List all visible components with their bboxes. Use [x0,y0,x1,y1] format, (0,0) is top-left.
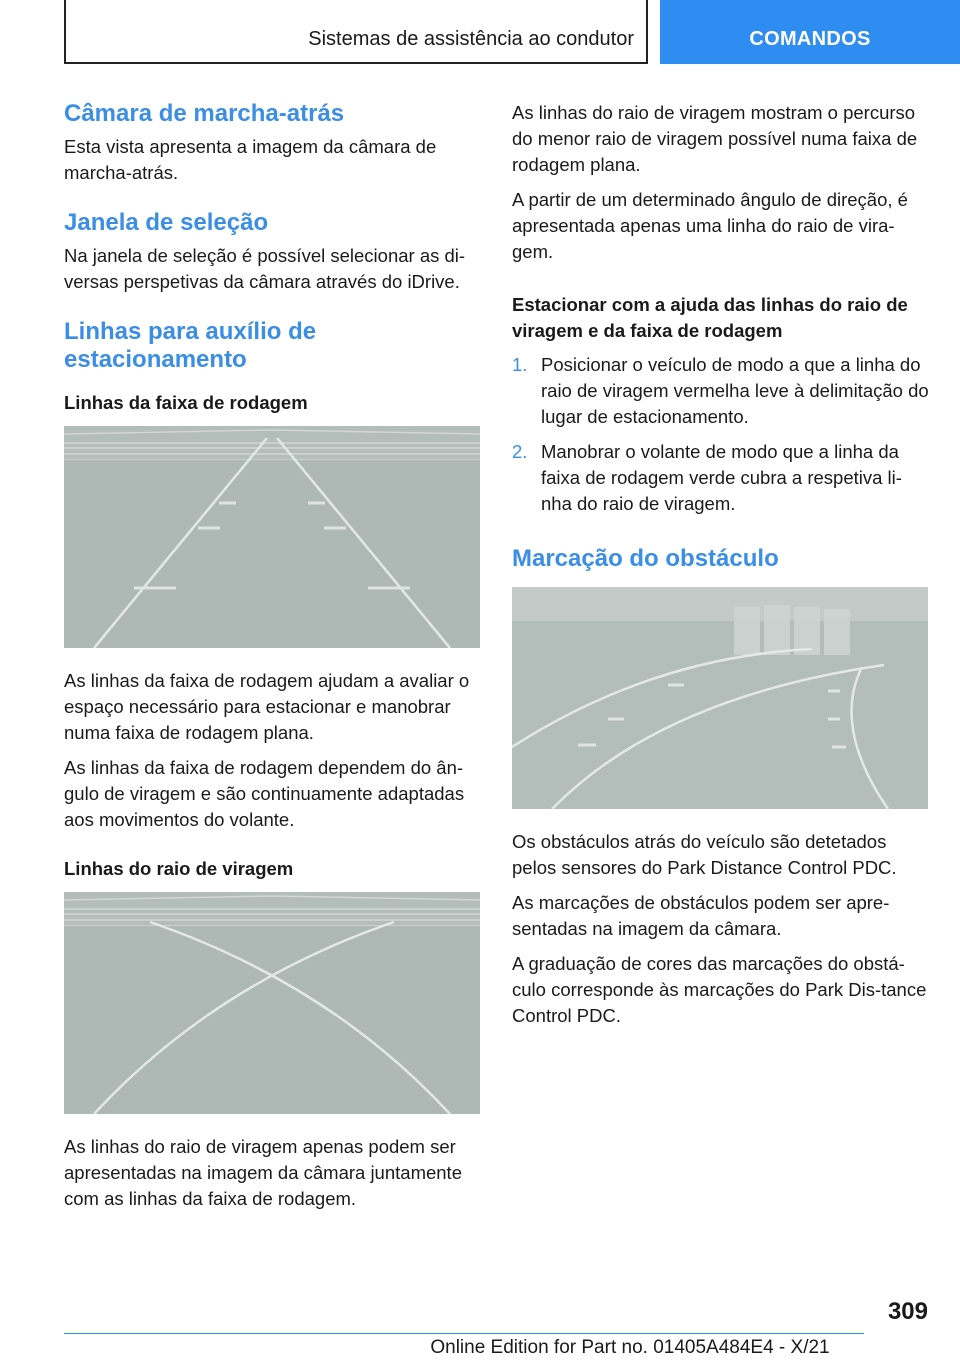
footer-edition-text: Online Edition for Part no. 01405A484E4 - X/21 [430,1337,830,1358]
left-column [64,100,480,1221]
header-box [64,0,648,64]
heading-selection-window: Janela de seleção [64,209,269,236]
footer-edition [0,1337,960,1359]
step-number: 1. [512,354,528,375]
section-tab[interactable] [660,0,960,64]
paragraph-turning-2: A partir de um determinado ângulo de direção, é apresentada apenas uma linha do raio de vira-gem. [512,189,908,262]
paragraph-obstacle-3: A graduação de cores das marcações do obstá-culo corresponde às marcações do Park Dis-tance Control PDC. [512,953,927,1026]
paragraph-selection-window: Na janela de seleção é possível selecionar as di-versas perspetivas da câmara através do iDrive. [64,245,466,292]
header-title: Sistemas de assistência ao condutor [308,28,634,50]
step-item [512,439,930,517]
page-number: 309 [887,1298,928,1325]
step-text: Posicionar o veículo de modo a que a linha do raio de viragem vermelha leve à delimitação do lugar de estacionamento. [541,354,929,427]
subheading-lane-lines: Linhas da faixa de rodagem [64,392,308,413]
steps-list [512,352,930,517]
step-number: 2. [512,441,528,462]
heading-parking-lines: Linhas para auxílio de estacionamento [64,318,317,373]
paragraph-obstacle-2: As marcações de obstáculos podem ser apre-sentadas na imagem da câmara. [512,892,890,939]
obstacle-marking-figure [512,587,928,809]
paragraph-lane-2: As linhas da faixa de rodagem dependem do ân-gulo de viragem e são continuamente adaptadas aos movimentos do volante. [64,757,465,830]
paragraph-lane-1: As linhas da faixa de rodagem ajudam a avaliar o espaço necessário para estacionar e manobrar numa faixa de rodagem plana. [64,670,470,743]
paragraph-camera: Esta vista apresenta a imagem da câmara de marcha-atrás. [64,136,437,183]
heading-camera: Câmara de marcha-atrás [64,100,345,127]
turning-radius-figure [64,892,480,1114]
lane-lines-figure [64,426,480,648]
step-text: Manobrar o volante de modo que a linha da faixa de rodagem verde cubra a respetiva li-nha do raio de viragem. [541,441,902,514]
subheading-park-with-lines: Estacionar com a ajuda das linhas do raio de viragem e da faixa de rodagem [512,294,908,341]
right-column [512,100,930,1038]
step-item [512,352,930,430]
footer-divider [64,1333,864,1334]
paragraph-turning: As linhas do raio de viragem apenas podem ser apresentadas na imagem da câmara juntamente com as linhas da faixa de rodagem. [64,1136,462,1209]
subheading-turning-lines: Linhas do raio de viragem [64,858,294,879]
paragraph-turning-1: As linhas do raio de viragem mostram o percurso do menor raio de viragem possível numa faixa de rodagem plana. [512,102,918,175]
paragraph-obstacle-1: Os obstáculos atrás do veículo são detetados pelos sensores do Park Distance Control PDC. [512,831,897,878]
heading-obstacle-marking: Marcação do obstáculo [512,545,779,572]
section-tab-label: COMANDOS [749,28,871,50]
